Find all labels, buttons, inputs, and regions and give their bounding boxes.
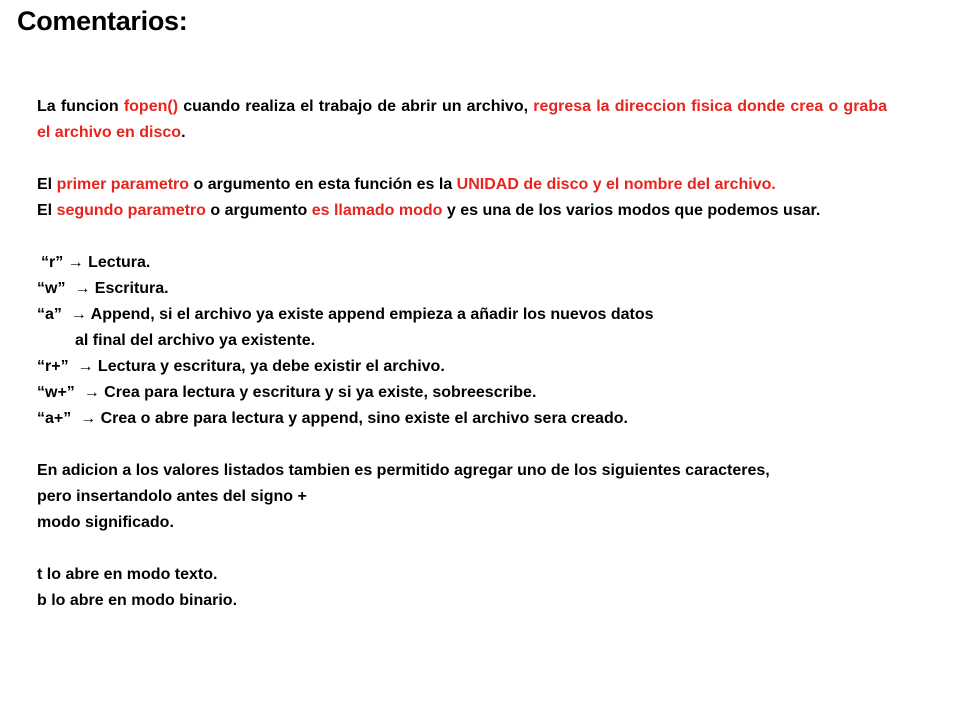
document-body — [37, 94, 887, 614]
mode-desc: Append, si el archivo ya existe append empieza a añadir los nuevos datos — [90, 306, 654, 323]
paragraph-fopen — [37, 94, 887, 146]
mode-desc: Crea o abre para lectura y append, sino existe el archivo sera creado. — [100, 410, 628, 427]
mode-desc: Lectura y escritura, ya debe existir el archivo. — [97, 358, 445, 375]
paragraph-first-param — [37, 172, 887, 198]
mode-item-w-plus — [37, 380, 887, 406]
highlight-first-param: primer parametro — [56, 176, 190, 193]
text: o argumento — [205, 202, 312, 219]
mode-desc: Lectura. — [88, 254, 151, 271]
mode-item-w — [37, 276, 887, 302]
mode-item-r — [37, 250, 887, 276]
highlight-disk-unit: UNIDAD de disco y el nombre del archivo. — [456, 176, 776, 193]
text: y es una de los varios modos que podemos usar. — [442, 202, 821, 219]
mode-item-a-continued: al final del archivo ya existente. — [75, 332, 316, 349]
spacer — [37, 224, 887, 250]
paragraph-additional-chars-2: pero insertandolo antes del signo + — [37, 488, 307, 505]
binary-mode-line: b lo abre en modo binario. — [37, 592, 238, 609]
arrow-icon: → — [74, 384, 105, 401]
mode-item-r-plus — [37, 354, 887, 380]
arrow-icon: → — [71, 410, 101, 427]
mode-desc: Crea para lectura y escritura y si ya existe, sobreescribe. — [104, 384, 537, 401]
mode-item-a-plus — [37, 406, 887, 432]
mode-code: “r” — [41, 254, 64, 271]
mode-code: “r+” — [37, 358, 69, 375]
paragraph-additional-chars: En adicion a los valores listados tambien es permitido agregar uno de los siguientes caracteres, — [37, 462, 770, 479]
text: . — [181, 124, 186, 141]
paragraph-mode-meaning: modo significado. — [37, 514, 174, 531]
highlight-second-param: segundo parametro — [56, 202, 206, 219]
spacer — [37, 146, 887, 172]
text: La funcion — [37, 98, 124, 115]
text-mode-line: t lo abre en modo texto. — [37, 566, 218, 583]
highlight-mode: es llamado modo — [311, 202, 443, 219]
spacer — [37, 432, 887, 458]
mode-list — [37, 250, 887, 432]
text: cuando realiza el trabajo de abrir un archivo, — [178, 98, 534, 115]
mode-code: “w” — [37, 280, 66, 297]
text: El — [37, 202, 57, 219]
mode-code: “a+” — [37, 410, 72, 427]
mode-code: “a” — [37, 306, 62, 323]
page-title-colon: : — [178, 6, 188, 36]
mode-desc: Escritura. — [94, 280, 169, 297]
highlight-return-address: regresa la direccion fisica donde crea o graba el archivo en disco — [37, 98, 888, 141]
text: El — [37, 176, 57, 193]
arrow-icon: → — [63, 254, 89, 271]
highlight-fopen: fopen() — [123, 98, 179, 115]
paragraph-second-param — [37, 198, 887, 224]
mode-item-a — [37, 302, 887, 328]
arrow-icon: → — [65, 280, 95, 297]
mode-code: “w+” — [37, 384, 75, 401]
arrow-icon: → — [61, 306, 91, 323]
page-title-text: Comentarios — [17, 6, 179, 36]
spacer — [37, 536, 887, 562]
arrow-icon: → — [68, 358, 98, 375]
text: o argumento en esta función es la — [189, 176, 457, 193]
page-title — [17, 6, 187, 37]
